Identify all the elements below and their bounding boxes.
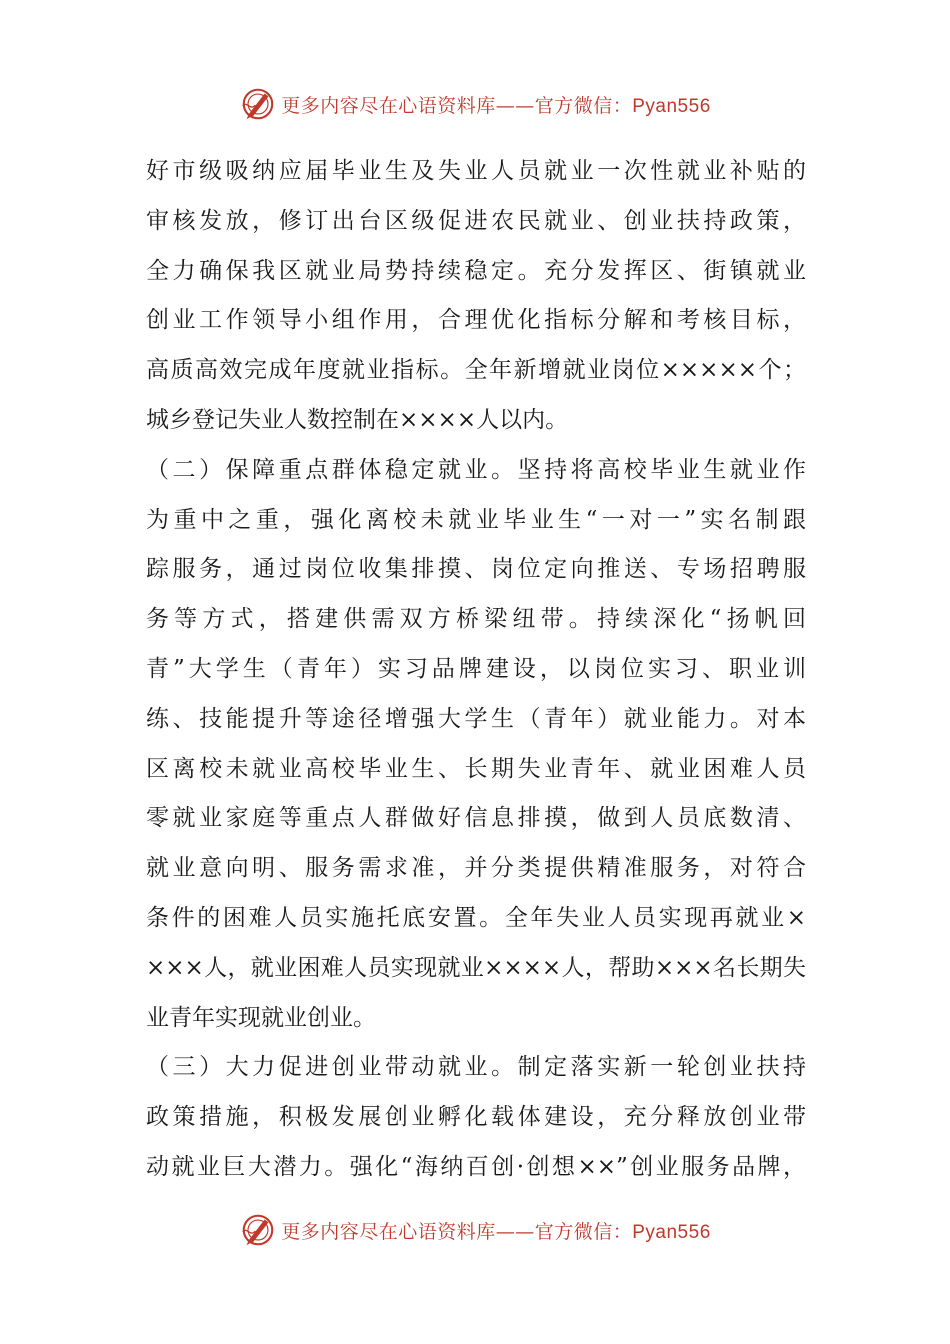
text-line: 踪服务，通过岗位收集排摸、岗位定向推送、专场招聘服 — [146, 556, 806, 583]
banner-wechat-id: Pyan556 — [632, 1221, 711, 1243]
header-banner — [0, 84, 950, 124]
banner-site-name: 更多内容尽在心语资料库 — [281, 94, 496, 117]
banner-text — [281, 91, 711, 118]
text-line: 高质高效完成年度就业指标。全年新增就业岗位×××××个； — [146, 357, 806, 384]
footer-banner — [0, 1210, 950, 1250]
text-line: （二）保障重点群体稳定就业。坚持将高校毕业生就业作 — [146, 456, 806, 483]
text-line: 区离校未就业高校毕业生、长期失业青年、就业困难人员 — [146, 755, 806, 782]
banner-inner — [239, 85, 711, 123]
banner-wechat-id: Pyan556 — [632, 95, 711, 117]
text-line: ×××人，就业困难人员实现就业××××人，帮助×××名长期失 — [146, 954, 806, 981]
text-line: 创业工作领导小组作用，合理优化指标分解和考核目标， — [146, 307, 806, 334]
text-line: 动就业巨大潜力。强化“海纳百创·创想××”创业服务品牌， — [146, 1153, 806, 1180]
text-line: 全力确保我区就业局势持续稳定。充分发挥区、街镇就业 — [146, 257, 806, 284]
text-line: 务等方式，搭建供需双方桥梁纽带。持续深化“扬帆回 — [146, 606, 806, 633]
text-line: 练、技能提升等途径增强大学生（青年）就业能力。对本 — [146, 705, 806, 732]
pen-seal-logo-icon — [239, 85, 277, 123]
text-line: 就业意向明、服务需求准，并分类提供精准服务，对符合 — [146, 855, 806, 882]
text-line: 零就业家庭等重点人群做好信息排摸，做到人员底数清、 — [146, 805, 806, 832]
text-line: 好市级吸纳应届毕业生及失业人员就业一次性就业补贴的 — [146, 158, 806, 184]
banner-separator: —— — [495, 94, 535, 117]
banner-wechat-label: 官方微信： — [534, 94, 633, 117]
banner-site-name: 更多内容尽在心语资料库 — [281, 1220, 496, 1243]
text-line: 城乡登记失业人数控制在××××人以内。 — [146, 406, 569, 433]
text-line: （三）大力促进创业带动就业。制定落实新一轮创业扶持 — [146, 1054, 806, 1081]
banner-text — [281, 1217, 711, 1244]
document-body — [146, 147, 806, 1193]
banner-inner — [239, 1211, 711, 1249]
text-line: 业青年实现就业创业。 — [146, 1004, 376, 1031]
text-line: 政策措施，积极发展创业孵化载体建设，充分释放创业带 — [146, 1104, 806, 1131]
banner-wechat-label: 官方微信： — [534, 1220, 633, 1243]
text-line: 审核发放，修订出台区级促进农民就业、创业扶持政策， — [146, 207, 806, 234]
text-line: 条件的困难人员实施托底安置。全年失业人员实现再就业× — [146, 904, 806, 931]
text-line: 为重中之重，强化离校未就业毕业生“一对一”实名制跟 — [146, 506, 806, 533]
banner-separator: —— — [495, 1220, 535, 1243]
text-line: 青”大学生（青年）实习品牌建设，以岗位实习、职业训 — [146, 655, 806, 682]
pen-seal-logo-icon — [239, 1211, 277, 1249]
